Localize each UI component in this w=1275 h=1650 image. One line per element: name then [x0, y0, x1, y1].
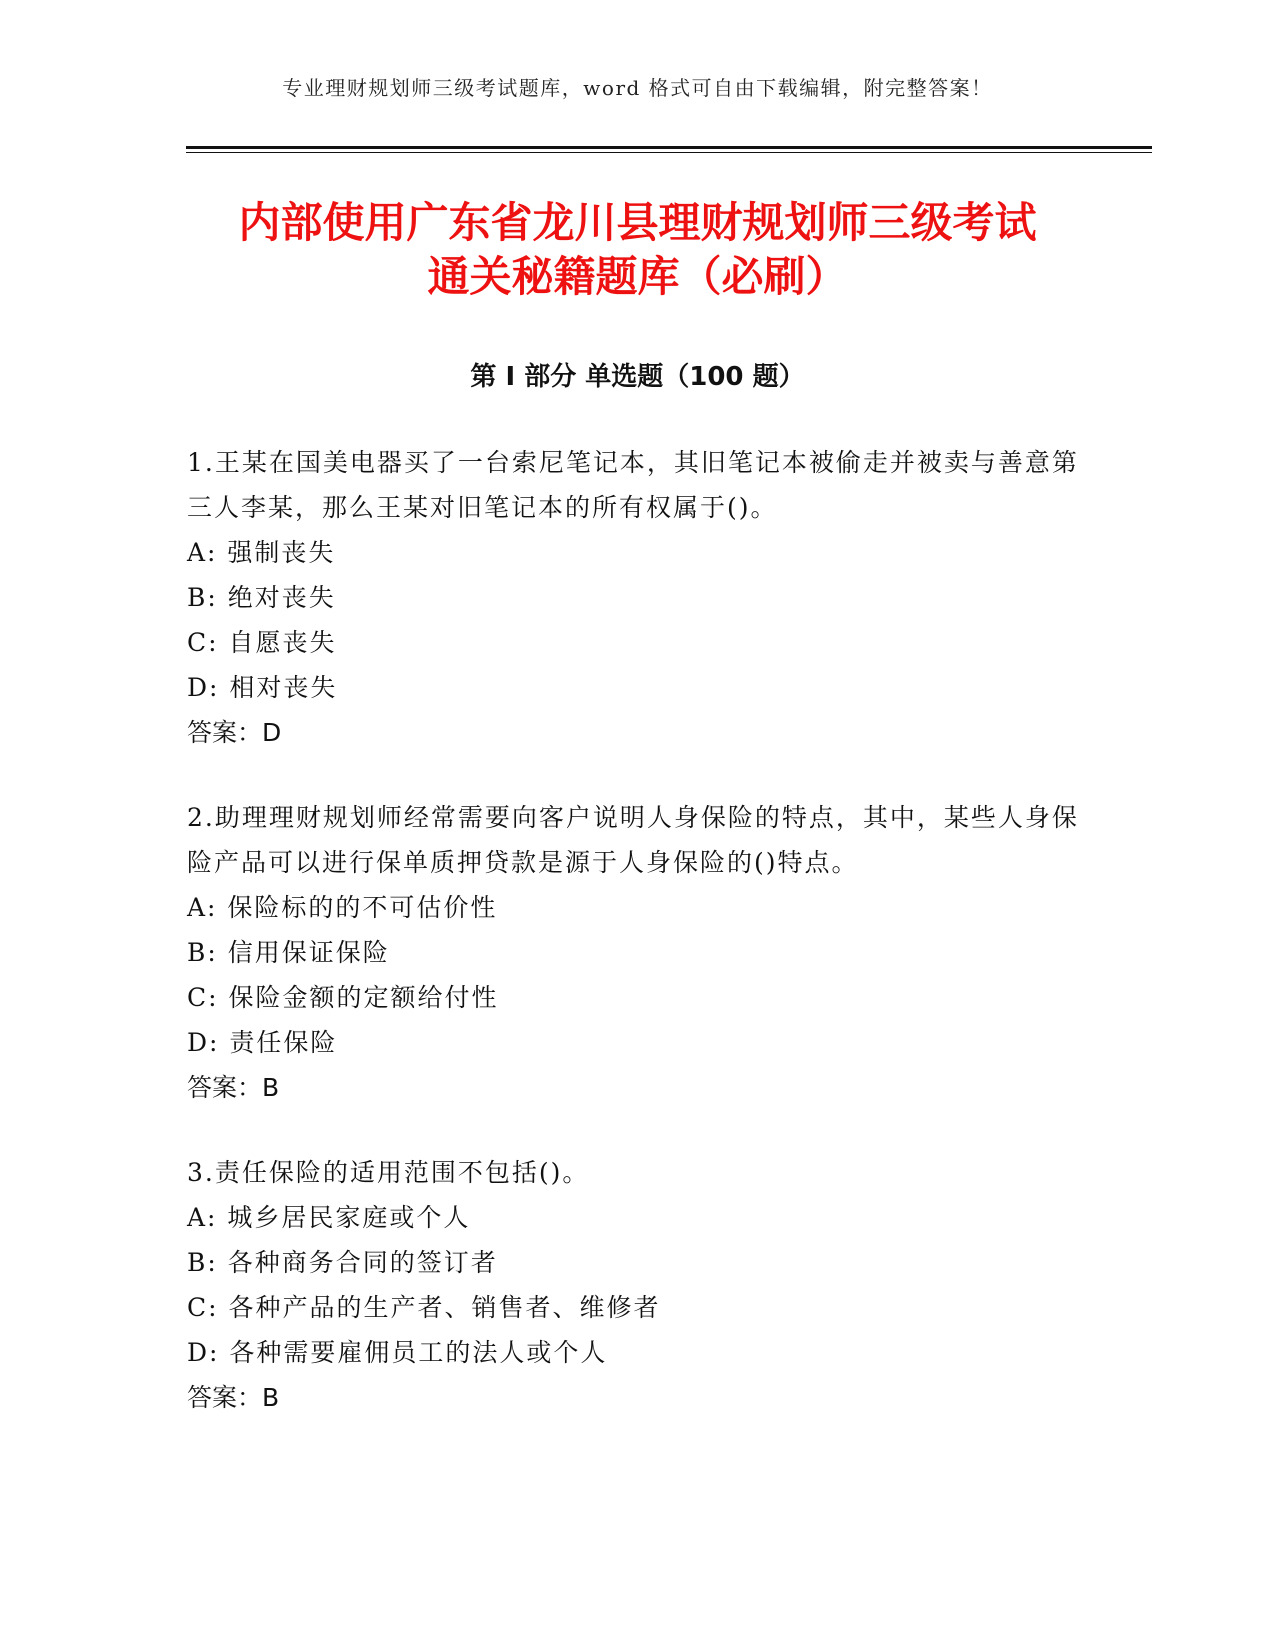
option-b: B: 各种商务合同的签订者	[187, 1248, 498, 1277]
header-note: 专业理财规划师三级考试题库，word 格式可自由下载编辑，附完整答案！	[282, 76, 993, 100]
header-rule-thin	[186, 152, 1152, 153]
option-c: C: 自愿丧失	[187, 628, 337, 657]
option-c: C: 各种产品的生产者、销售者、维修者	[187, 1293, 661, 1322]
answer-line: 答案：B	[187, 1073, 280, 1102]
option-d: D: 各种需要雇佣员工的法人或个人	[187, 1338, 608, 1367]
option-b: B: 信用保证保险	[187, 938, 390, 967]
answer-line: 答案：D	[187, 718, 282, 747]
option-d: D: 相对丧失	[187, 673, 338, 702]
question-1	[187, 440, 1087, 755]
document-title	[0, 196, 1275, 304]
option-d: D: 责任保险	[187, 1028, 338, 1057]
answer-line: 答案：B	[187, 1383, 280, 1412]
section-title: 第 I 部分 单选题（100 题）	[470, 362, 805, 392]
header-rule-thick	[186, 146, 1152, 149]
question-2	[187, 795, 1087, 1110]
question-stem: 1.王某在国美电器买了一台索尼笔记本，其旧笔记本被偷走并被卖与善意第三人李某，那么王某对旧笔记本的所有权属于()。	[187, 448, 1079, 522]
option-c: C: 保险金额的定额给付性	[187, 983, 499, 1012]
option-a: A: 保险标的的不可估价性	[187, 893, 498, 922]
question-3	[187, 1150, 1087, 1420]
question-stem: 3.责任保险的适用范围不包括()。	[187, 1158, 590, 1187]
document-title-line-1: 内部使用广东省龙川县理财规划师三级考试	[238, 198, 1037, 247]
option-b: B: 绝对丧失	[187, 583, 336, 612]
document-title-line-2: 通关秘籍题库（必刷）	[427, 252, 848, 301]
option-a: A: 强制丧失	[187, 538, 336, 567]
option-a: A: 城乡居民家庭或个人	[187, 1203, 471, 1232]
question-list	[187, 440, 1087, 1460]
question-stem: 2.助理理财规划师经常需要向客户说明人身保险的特点，其中，某些人身保险产品可以进行保单质押贷款是源于人身保险的()特点。	[187, 803, 1079, 877]
